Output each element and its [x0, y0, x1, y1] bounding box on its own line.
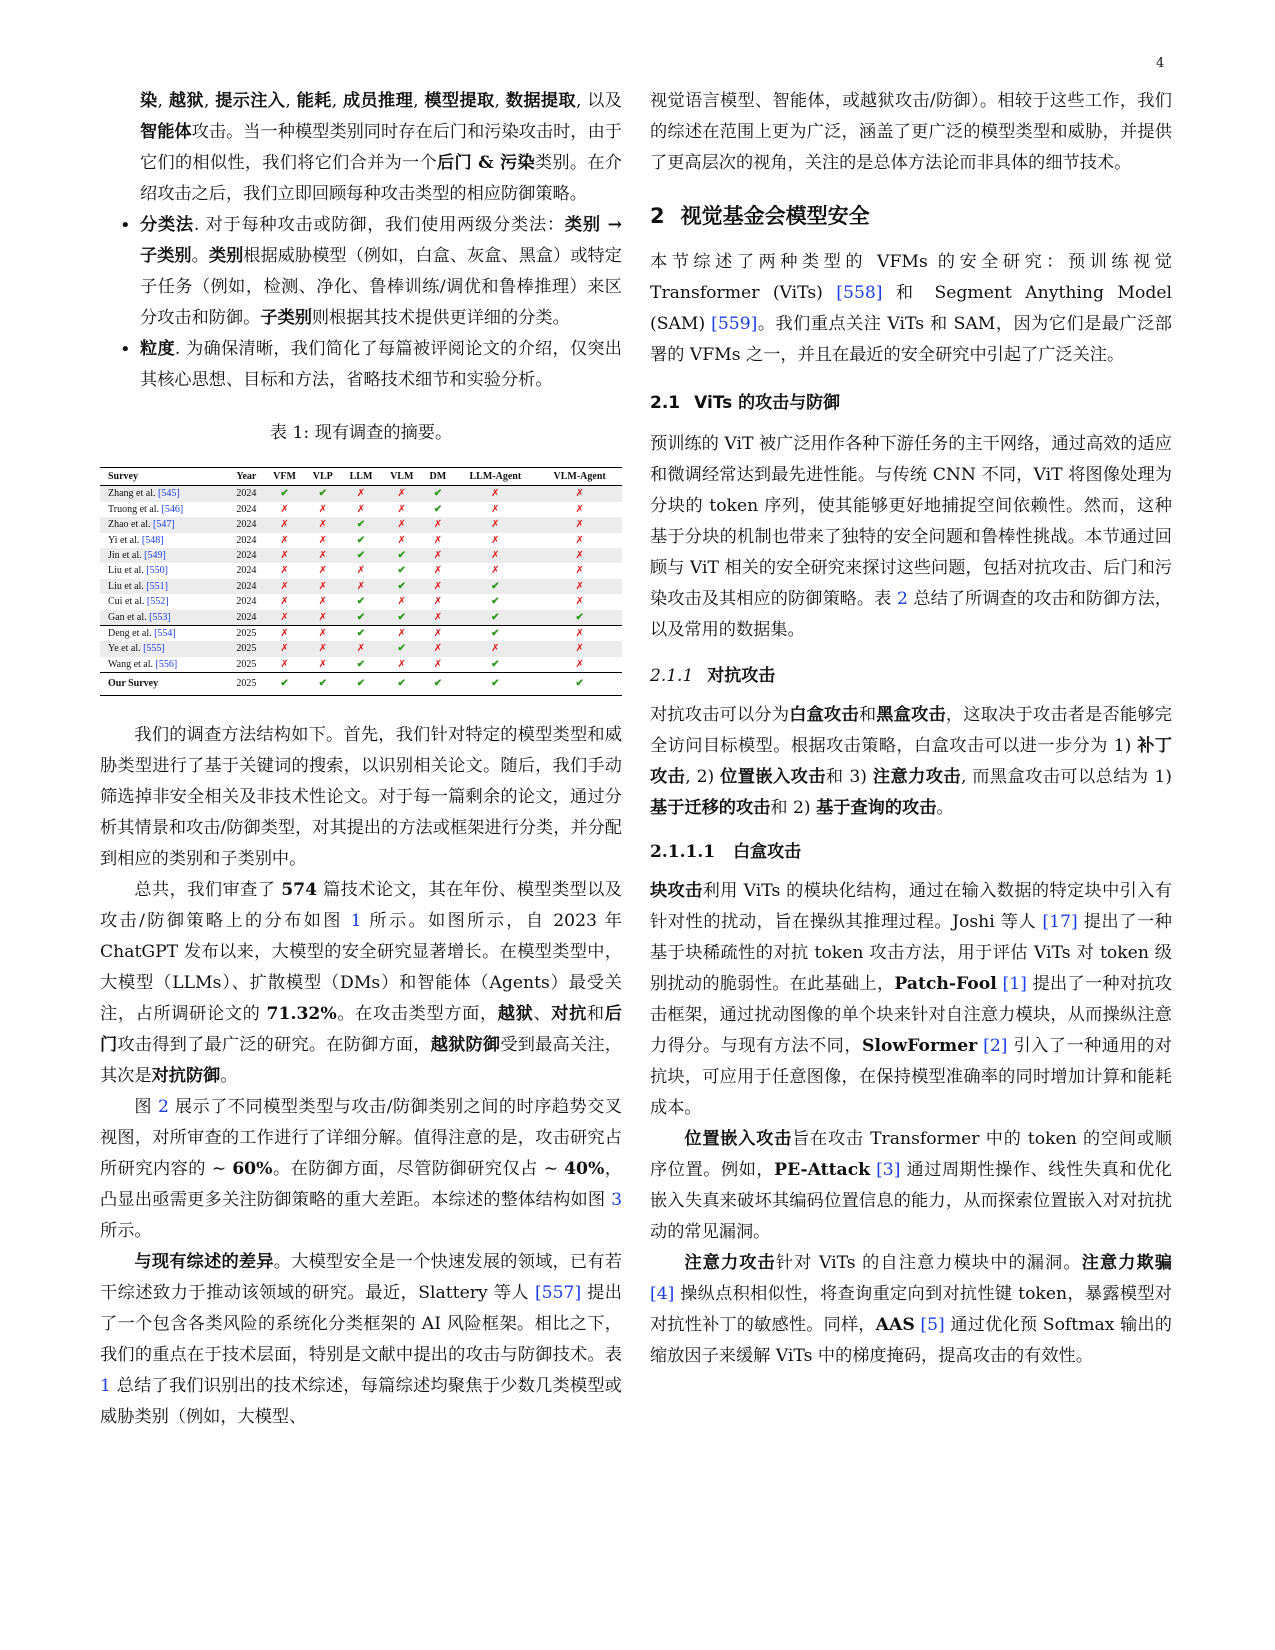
para-patch-attack: 块攻击利用 ViTs 的模块化结构，通过在输入数据的特定块中引入有针对性的扰动，旨在操纵其推理过程。Joshi 等人 [17] 提出了一种基于块稀疏性的对抗 token 攻击方法，用于评估 ViTs 对 token 级别扰动的脆弱性。在此基础上，Patch-Fool [1] 提出了一种对抗攻击框架，通过扰动图像的单个块来针对自注意力模块，从而操纵注意力得分。与现有方法不同，SlowFormer [2] 引入了一种通用的对抗块，可应用于任意图像，在保持模型准确率的同时增加计算和能耗成本。: [650, 881, 1172, 1118]
survey-citation-link[interactable]: [553]: [149, 611, 171, 623]
coverage-cell: [264, 579, 304, 594]
coverage-cell: [305, 502, 341, 517]
cross-mark-icon: ✗: [575, 488, 584, 500]
check-mark-icon: ✔: [280, 678, 289, 690]
cross-mark-icon: ✗: [433, 534, 443, 546]
coverage-cell: [381, 610, 422, 626]
cross-mark-icon: ✗: [433, 643, 443, 655]
coverage-cell: [341, 610, 381, 626]
cross-mark-icon: ✗: [280, 503, 289, 515]
coverage-cell: [341, 563, 381, 578]
cross-mark-icon: ✗: [575, 565, 584, 577]
cross-mark-icon: ✗: [318, 611, 327, 623]
coverage-cell: [264, 594, 304, 609]
coverage-cell: [537, 657, 622, 673]
check-mark-icon: ✔: [356, 658, 366, 670]
check-mark-icon: ✔: [491, 658, 500, 670]
cross-mark-icon: ✗: [356, 580, 366, 592]
cross-mark-icon: ✗: [433, 658, 443, 670]
cross-mark-icon: ✗: [397, 658, 406, 670]
cross-mark-icon: ✗: [318, 580, 327, 592]
coverage-cell: [537, 673, 622, 695]
coverage-cell: [341, 626, 381, 642]
coverage-cell: [422, 486, 453, 502]
year-cell: 2025: [228, 641, 264, 656]
coverage-cell: [341, 641, 381, 656]
page-number: 4: [1156, 56, 1165, 71]
coverage-cell: [422, 533, 453, 548]
coverage-cell: [453, 626, 537, 642]
cross-mark-icon: ✗: [491, 534, 500, 546]
table-header-cell: LLM: [341, 468, 381, 486]
year-cell: 2024: [236, 565, 257, 577]
coverage-cell: [422, 626, 453, 642]
coverage-cell: [305, 641, 341, 656]
check-mark-icon: ✔: [433, 503, 443, 515]
cross-mark-icon: ✗: [397, 596, 406, 608]
coverage-cell: [264, 517, 304, 532]
para-section-2-1-1: 对抗攻击可以分为白盒攻击和黑盒攻击，这取决于攻击者是否能够完全访问目标模型。根据攻击策略，白盒攻击可以进一步分为 1) 补丁攻击, 2) 位置嵌入攻击和 3) 注意力攻击, 而黑盒攻击可以总结为 1) 基于迁移的攻击和 2) 基于查询的攻击。: [650, 705, 1172, 818]
coverage-cell: [305, 610, 341, 626]
survey-citation-link[interactable]: [554]: [154, 628, 176, 640]
check-mark-icon: ✔: [491, 678, 500, 690]
para-continued: 视觉语言模型、智能体，或越狱攻击/防御）。相较于这些工作，我们的综述在范围上更为广泛，涵盖了更广泛的模型类型和威胁，并提供了更高层次的视角，关注的是总体方法论而非具体的细节技术。: [650, 91, 1172, 173]
year-cell: 2025: [228, 673, 264, 695]
cross-mark-icon: ✗: [575, 580, 584, 592]
citation-1[interactable]: [1]: [1002, 974, 1027, 994]
coverage-cell: [537, 517, 622, 532]
coverage-cell: [341, 673, 381, 695]
survey-name-cell: Liu et al. [551]: [100, 579, 228, 594]
cross-mark-icon: ✗: [433, 580, 443, 592]
cross-mark-icon: ✗: [280, 534, 289, 546]
year-cell: 2025: [228, 626, 264, 642]
coverage-cell: [422, 502, 453, 517]
coverage-cell: [537, 486, 622, 502]
year-cell: 2025: [236, 658, 257, 670]
check-mark-icon: ✔: [397, 678, 406, 690]
table-row-our-survey: [100, 673, 622, 695]
section-2-1-heading: 2.1 ViTs 的攻击与防御: [650, 393, 841, 413]
coverage-cell: [305, 533, 341, 548]
coverage-cell: [341, 594, 381, 609]
coverage-cell: [381, 548, 422, 563]
cross-mark-icon: ✗: [318, 519, 327, 531]
para-section-2: 本节综述了两种类型的 VFMs 的安全研究：预训练视觉 Transformer (ViTs) [558] 和 Segment Anything Model (SAM) [559]。我们重点关注 ViTs 和 SAM，因为它们是最广泛部署的 VFMs 之一，并且在最近的安全研究中引起了广泛关注。: [650, 252, 1173, 365]
survey-citation-link[interactable]: [551]: [146, 580, 168, 592]
coverage-cell: [537, 641, 622, 656]
table-header-cell: VLM: [381, 468, 422, 486]
para-methodology: 我们的调查方法结构如下。首先，我们针对特定的模型类型和威胁类型进行了基于关键词的搜索，以识别相关论文。随后，我们手动筛选掉非安全相关及非技术性论文。对于每一篇剩余的论文，通过分析其情景和攻击/防御类型，对其提出的方法或框架进行分类，并分配到相应的类别和子类别中。: [100, 724, 622, 869]
check-mark-icon: ✔: [397, 611, 406, 623]
cross-mark-icon: ✗: [433, 565, 443, 577]
bullet-granularity: • 粒度. 为确保清晰，我们简化了每篇被评阅论文的介绍，仅突出其核心思想、目标和方法，省略技术细节和实验分析。: [100, 334, 622, 396]
coverage-cell: [264, 673, 304, 695]
table-row: [100, 610, 622, 626]
coverage-cell: [537, 594, 622, 609]
cross-mark-icon: ✗: [433, 611, 443, 623]
cross-mark-icon: ✗: [280, 643, 289, 655]
left-column: [100, 86, 622, 1433]
figure-ref-3[interactable]: 3: [611, 1189, 622, 1210]
check-mark-icon: ✔: [433, 488, 443, 500]
table-header-cell: Year: [228, 468, 264, 486]
survey-name-cell: Ye et al. [555]: [100, 641, 228, 656]
table-row: [100, 626, 622, 642]
coverage-cell: [341, 486, 381, 502]
table-row: [100, 563, 622, 578]
section-2-1-1-heading: 2.1.1 对抗攻击: [650, 666, 776, 686]
coverage-cell: [305, 486, 341, 502]
year-cell: 2024: [228, 486, 264, 502]
table-header-cell: Survey: [100, 468, 228, 486]
survey-name-cell: Jin et al. [549]: [100, 548, 228, 563]
coverage-cell: [422, 548, 453, 563]
cross-mark-icon: ✗: [280, 519, 289, 531]
section-2-1-1-1-heading: 2.1.1.1 白盒攻击: [650, 842, 802, 862]
coverage-cell: [305, 517, 341, 532]
para-section-2-1: 预训练的 ViT 被广泛用作各种下游任务的主干网络，通过高效的适应和微调经常达到最先进性能。与传统 CNN 不同，ViT 将图像处理为分块的 token 序列，使其能够更好地捕捉空间依赖性。然而，这种基于分块的机制也带来了独特的安全问题和鲁棒性挑战。本节通过回顾与 ViT 相关的安全研究来探讨这些问题，包括对抗攻击、后门和污染攻击及其相应的防御策略。表 2 总结了所调查的攻击和防御方法，以及常用的数据集。: [650, 434, 1172, 640]
cross-mark-icon: ✗: [575, 643, 584, 655]
citation-559[interactable]: [559]: [711, 314, 758, 334]
cross-mark-icon: ✗: [397, 628, 406, 640]
bullet-attack-types-continued: 染, 越狱, 提示注入, 能耗, 成员推理, 模型提取, 数据提取, 以及智能体攻击。当一种模型类别同时存在后门和污染攻击时，由于它们的相似性，我们将它们合并为一个后门 & 污染类别。在介绍攻击之后，我们立即回顾每种攻击类型的相应防御策略。: [140, 91, 622, 204]
cross-mark-icon: ✗: [575, 596, 584, 608]
table-row: [100, 579, 622, 594]
coverage-cell: [305, 579, 341, 594]
survey-name-cell: Liu et al. [550]: [108, 565, 168, 577]
cross-mark-icon: ✗: [280, 580, 289, 592]
coverage-cell: [381, 502, 422, 517]
survey-citation-link[interactable]: [545]: [157, 488, 180, 500]
coverage-cell: [453, 486, 537, 502]
coverage-cell: [264, 657, 304, 673]
survey-name-cell: Truong et al. [546]: [108, 503, 184, 515]
survey-name-cell: Zhao et al. [547]: [100, 517, 228, 532]
citation-5[interactable]: [5]: [920, 1315, 945, 1335]
check-mark-icon: ✔: [280, 488, 289, 500]
year-cell: 2024: [236, 503, 257, 515]
coverage-cell: [537, 626, 622, 642]
coverage-cell: [264, 641, 304, 656]
coverage-cell: [422, 673, 453, 695]
cross-mark-icon: ✗: [318, 550, 327, 562]
cross-mark-icon: ✗: [280, 658, 289, 670]
coverage-cell: [264, 502, 304, 517]
coverage-cell: [264, 610, 304, 626]
coverage-cell: [341, 502, 381, 517]
table-header-cell: LLM-Agent: [453, 468, 537, 486]
coverage-cell: [305, 657, 341, 673]
survey-citation-link[interactable]: [550]: [146, 565, 168, 577]
year-cell: 2024: [228, 579, 264, 594]
check-mark-icon: ✔: [397, 580, 406, 592]
cross-mark-icon: ✗: [575, 628, 584, 640]
cross-mark-icon: ✗: [491, 565, 500, 577]
cross-mark-icon: ✗: [356, 565, 366, 577]
bullet-list: [100, 210, 622, 396]
coverage-cell: [305, 548, 341, 563]
year-cell: 2024: [228, 548, 264, 563]
coverage-cell: [537, 610, 622, 626]
survey-citation-link[interactable]: [556]: [155, 658, 178, 670]
coverage-cell: [453, 533, 537, 548]
cross-mark-icon: ✗: [433, 628, 443, 640]
cross-mark-icon: ✗: [433, 596, 443, 608]
coverage-cell: [305, 594, 341, 609]
cross-mark-icon: ✗: [280, 550, 289, 562]
coverage-cell: [341, 517, 381, 532]
coverage-cell: [341, 548, 381, 563]
survey-citation-link[interactable]: [546]: [161, 503, 184, 515]
check-mark-icon: ✔: [433, 678, 443, 690]
survey-name-cell: Deng et al. [554]: [100, 626, 228, 642]
survey-name-cell: Gan et al. [553]: [100, 610, 228, 626]
coverage-cell: [453, 610, 537, 626]
year-cell: 2024: [228, 610, 264, 626]
survey-name-cell: Yi et al. [548]: [108, 534, 164, 546]
cross-mark-icon: ✗: [280, 628, 289, 640]
citation-3[interactable]: [3]: [876, 1160, 901, 1180]
survey-name-cell: Cui et al. [552]: [108, 596, 169, 608]
coverage-cell: [537, 579, 622, 594]
figure-ref-2[interactable]: 2: [157, 1096, 169, 1117]
para-total-papers: 总共，我们审查了 574 篇技术论文，其在年份、模型类型以及攻击/防御策略上的分布如图 1 所示。如图所示，自 2023 年 ChatGPT 发布以来，大模型的安全研究显著增长。在模型类型中，大模型（LLMs）、扩散模型（DMs）和智能体（Agents）最受关注，占所调研论文的 71.32%。在攻击类型方面，越狱、对抗和后门攻击得到了最广泛的研究。在防御方面，越狱防御受到最高关注，其次是对抗防御。: [100, 879, 622, 1086]
coverage-cell: [422, 657, 453, 673]
check-mark-icon: ✔: [356, 628, 366, 640]
check-mark-icon: ✔: [397, 565, 406, 577]
coverage-cell: [381, 641, 422, 656]
coverage-cell: [341, 657, 381, 673]
coverage-cell: [422, 517, 453, 532]
survey-name-cell: Our Survey: [100, 673, 228, 695]
survey-citation-link[interactable]: [552]: [146, 596, 169, 608]
table-row: [100, 594, 622, 609]
check-mark-icon: ✔: [491, 580, 500, 592]
survey-citation-link[interactable]: [548]: [141, 534, 164, 546]
check-mark-icon: ✔: [397, 550, 406, 562]
cross-mark-icon: ✗: [491, 643, 500, 655]
coverage-cell: [381, 657, 422, 673]
coverage-cell: [381, 594, 422, 609]
cross-mark-icon: ✗: [491, 550, 500, 562]
table-row: [100, 502, 622, 517]
year-cell: 2024: [236, 596, 257, 608]
coverage-cell: [453, 517, 537, 532]
check-mark-icon: ✔: [356, 678, 366, 690]
coverage-cell: [381, 673, 422, 695]
cross-mark-icon: ✗: [318, 565, 327, 577]
coverage-cell: [381, 517, 422, 532]
cross-mark-icon: ✗: [397, 503, 406, 515]
cross-mark-icon: ✗: [397, 488, 406, 500]
table-ref-2[interactable]: 2: [896, 589, 908, 609]
coverage-cell: [264, 626, 304, 642]
cross-mark-icon: ✗: [318, 658, 327, 670]
cross-mark-icon: ✗: [433, 550, 443, 562]
citation-4[interactable]: [4]: [650, 1284, 675, 1304]
survey-citation-link[interactable]: [549]: [144, 550, 166, 562]
coverage-cell: [381, 563, 422, 578]
cross-mark-icon: ✗: [280, 596, 289, 608]
table-row: [100, 533, 622, 548]
cross-mark-icon: ✗: [318, 503, 327, 515]
coverage-cell: [422, 579, 453, 594]
coverage-cell: [537, 563, 622, 578]
para-attention-attack: 注意力攻击针对 ViTs 的自注意力模块中的漏洞。注意力欺骗 [4] 操纵点积相似性，将查询重定向到对抗性键 token，暴露模型对对抗性补丁的敏感性。同样，AAS [5] 通过优化预 Softmax 输出的缩放因子来缓解 ViTs 中的梯度掩码，提高攻击的有效性。: [650, 1253, 1172, 1366]
coverage-cell: [305, 673, 341, 695]
section-2-heading: 2 视觉基金会模型安全: [650, 204, 870, 228]
table-row: [100, 548, 622, 563]
coverage-cell: [453, 579, 537, 594]
cross-mark-icon: ✗: [575, 658, 584, 670]
year-cell: 2024: [236, 534, 257, 546]
check-mark-icon: ✔: [491, 611, 500, 623]
check-mark-icon: ✔: [397, 643, 406, 655]
coverage-cell: [264, 533, 304, 548]
cross-mark-icon: ✗: [356, 643, 366, 655]
coverage-cell: [537, 502, 622, 517]
check-mark-icon: ✔: [318, 488, 327, 500]
coverage-cell: [453, 594, 537, 609]
table-row: [100, 517, 622, 532]
table-header-cell: VFM: [264, 468, 304, 486]
coverage-cell: [453, 673, 537, 695]
cross-mark-icon: ✗: [318, 596, 327, 608]
citation-2[interactable]: [2]: [983, 1036, 1008, 1056]
check-mark-icon: ✔: [491, 596, 500, 608]
citation-558[interactable]: [558]: [836, 283, 883, 303]
figure-ref-1[interactable]: 1: [350, 910, 362, 931]
survey-name-cell: Wang et al. [556]: [108, 658, 178, 670]
table-header-cell: VLP: [305, 468, 341, 486]
cross-mark-icon: ✗: [397, 519, 406, 531]
check-mark-icon: ✔: [575, 611, 584, 623]
coverage-cell: [381, 486, 422, 502]
table-header-cell: DM: [422, 468, 453, 486]
coverage-cell: [453, 502, 537, 517]
coverage-cell: [341, 579, 381, 594]
table-row: [100, 657, 622, 673]
cross-mark-icon: ✗: [575, 550, 584, 562]
check-mark-icon: ✔: [356, 534, 366, 546]
cross-mark-icon: ✗: [575, 519, 584, 531]
cross-mark-icon: ✗: [318, 628, 327, 640]
cross-mark-icon: ✗: [318, 643, 327, 655]
cross-mark-icon: ✗: [491, 488, 500, 500]
cross-mark-icon: ✗: [575, 503, 584, 515]
coverage-cell: [422, 563, 453, 578]
survey-table: [100, 467, 622, 696]
table-row: [100, 641, 622, 656]
cross-mark-icon: ✗: [280, 611, 289, 623]
coverage-cell: [422, 641, 453, 656]
year-cell: 2024: [228, 517, 264, 532]
coverage-cell: [453, 563, 537, 578]
coverage-cell: [453, 641, 537, 656]
table-header-cell: VLM-Agent: [537, 468, 622, 486]
cross-mark-icon: ✗: [491, 503, 500, 515]
cross-mark-icon: ✗: [433, 519, 443, 531]
cross-mark-icon: ✗: [280, 565, 289, 577]
table-ref-1[interactable]: 1: [100, 1375, 111, 1396]
check-mark-icon: ✔: [356, 611, 366, 623]
cross-mark-icon: ✗: [318, 534, 327, 546]
cross-mark-icon: ✗: [491, 519, 500, 531]
survey-citation-link[interactable]: [547]: [152, 519, 175, 531]
table-row: [100, 486, 622, 502]
citation-557[interactable]: [557]: [534, 1282, 582, 1303]
coverage-cell: [422, 610, 453, 626]
cross-mark-icon: ✗: [575, 534, 584, 546]
citation-17[interactable]: [17]: [1042, 912, 1078, 932]
para-position-attack: 位置嵌入攻击旨在攻击 Transformer 中的 token 的空间或顺序位置。例如，PE-Attack [3] 通过周期性操作、线性失真和优化嵌入失真来破坏其编码位置信息的能力，从而探索位置嵌入对对抗扰动的常见漏洞。: [650, 1129, 1172, 1242]
coverage-cell: [341, 533, 381, 548]
survey-citation-link[interactable]: [555]: [143, 643, 165, 655]
check-mark-icon: ✔: [356, 550, 366, 562]
cross-mark-icon: ✗: [356, 488, 366, 500]
survey-name-cell: Zhang et al. [545]: [100, 486, 228, 502]
coverage-cell: [381, 533, 422, 548]
para-figure-2: 图 2 展示了不同模型类型与攻击/防御类别之间的时序趋势交叉视图，对所审查的工作进行了详细分解。值得注意的是，攻击研究占所研究内容的 ∼ 60%。在防御方面，尽管防御研究仅占 ∼ 40%，凸显出亟需更多关注防御策略的重大差距。本综述的整体结构如图 3 所示。: [100, 1096, 622, 1241]
coverage-cell: [381, 626, 422, 642]
coverage-cell: [537, 533, 622, 548]
cross-mark-icon: ✗: [397, 534, 406, 546]
coverage-cell: [537, 548, 622, 563]
cross-mark-icon: ✗: [356, 503, 366, 515]
coverage-cell: [305, 563, 341, 578]
check-mark-icon: ✔: [356, 519, 366, 531]
check-mark-icon: ✔: [318, 678, 327, 690]
coverage-cell: [264, 548, 304, 563]
coverage-cell: [305, 626, 341, 642]
bullet-taxonomy: • 分类法. 对于每种攻击或防御，我们使用两级分类法：类别 → 子类别。类别根据威胁模型（例如，白盒、灰盒、黑盒）或特定子任务（例如，检测、净化、鲁棒训练/调优和鲁棒推理）来区分攻击和防御。子类别则根据其技术提供更详细的分类。: [100, 210, 622, 334]
check-mark-icon: ✔: [356, 596, 366, 608]
coverage-cell: [264, 563, 304, 578]
coverage-cell: [381, 579, 422, 594]
para-difference: 与现有综述的差异。大模型安全是一个快速发展的领域，已有若干综述致力于推动该领域的研究。最近，Slattery 等人 [557] 提出了一个包含各类风险的系统化分类框架的 AI 风险框架。相比之下，我们的重点在于技术层面，特别是文献中提出的攻击与防御技术。表 1 总结了我们识别出的技术综述，每篇综述均聚焦于少数几类模型或威胁类别（例如，大模型、: [100, 1251, 622, 1427]
right-column: [650, 86, 1172, 1372]
check-mark-icon: ✔: [491, 628, 500, 640]
coverage-cell: [453, 657, 537, 673]
check-mark-icon: ✔: [575, 678, 584, 690]
coverage-cell: [453, 548, 537, 563]
coverage-cell: [422, 594, 453, 609]
coverage-cell: [264, 486, 304, 502]
table-caption: 表 1: 现有调查的摘要。: [269, 423, 453, 443]
